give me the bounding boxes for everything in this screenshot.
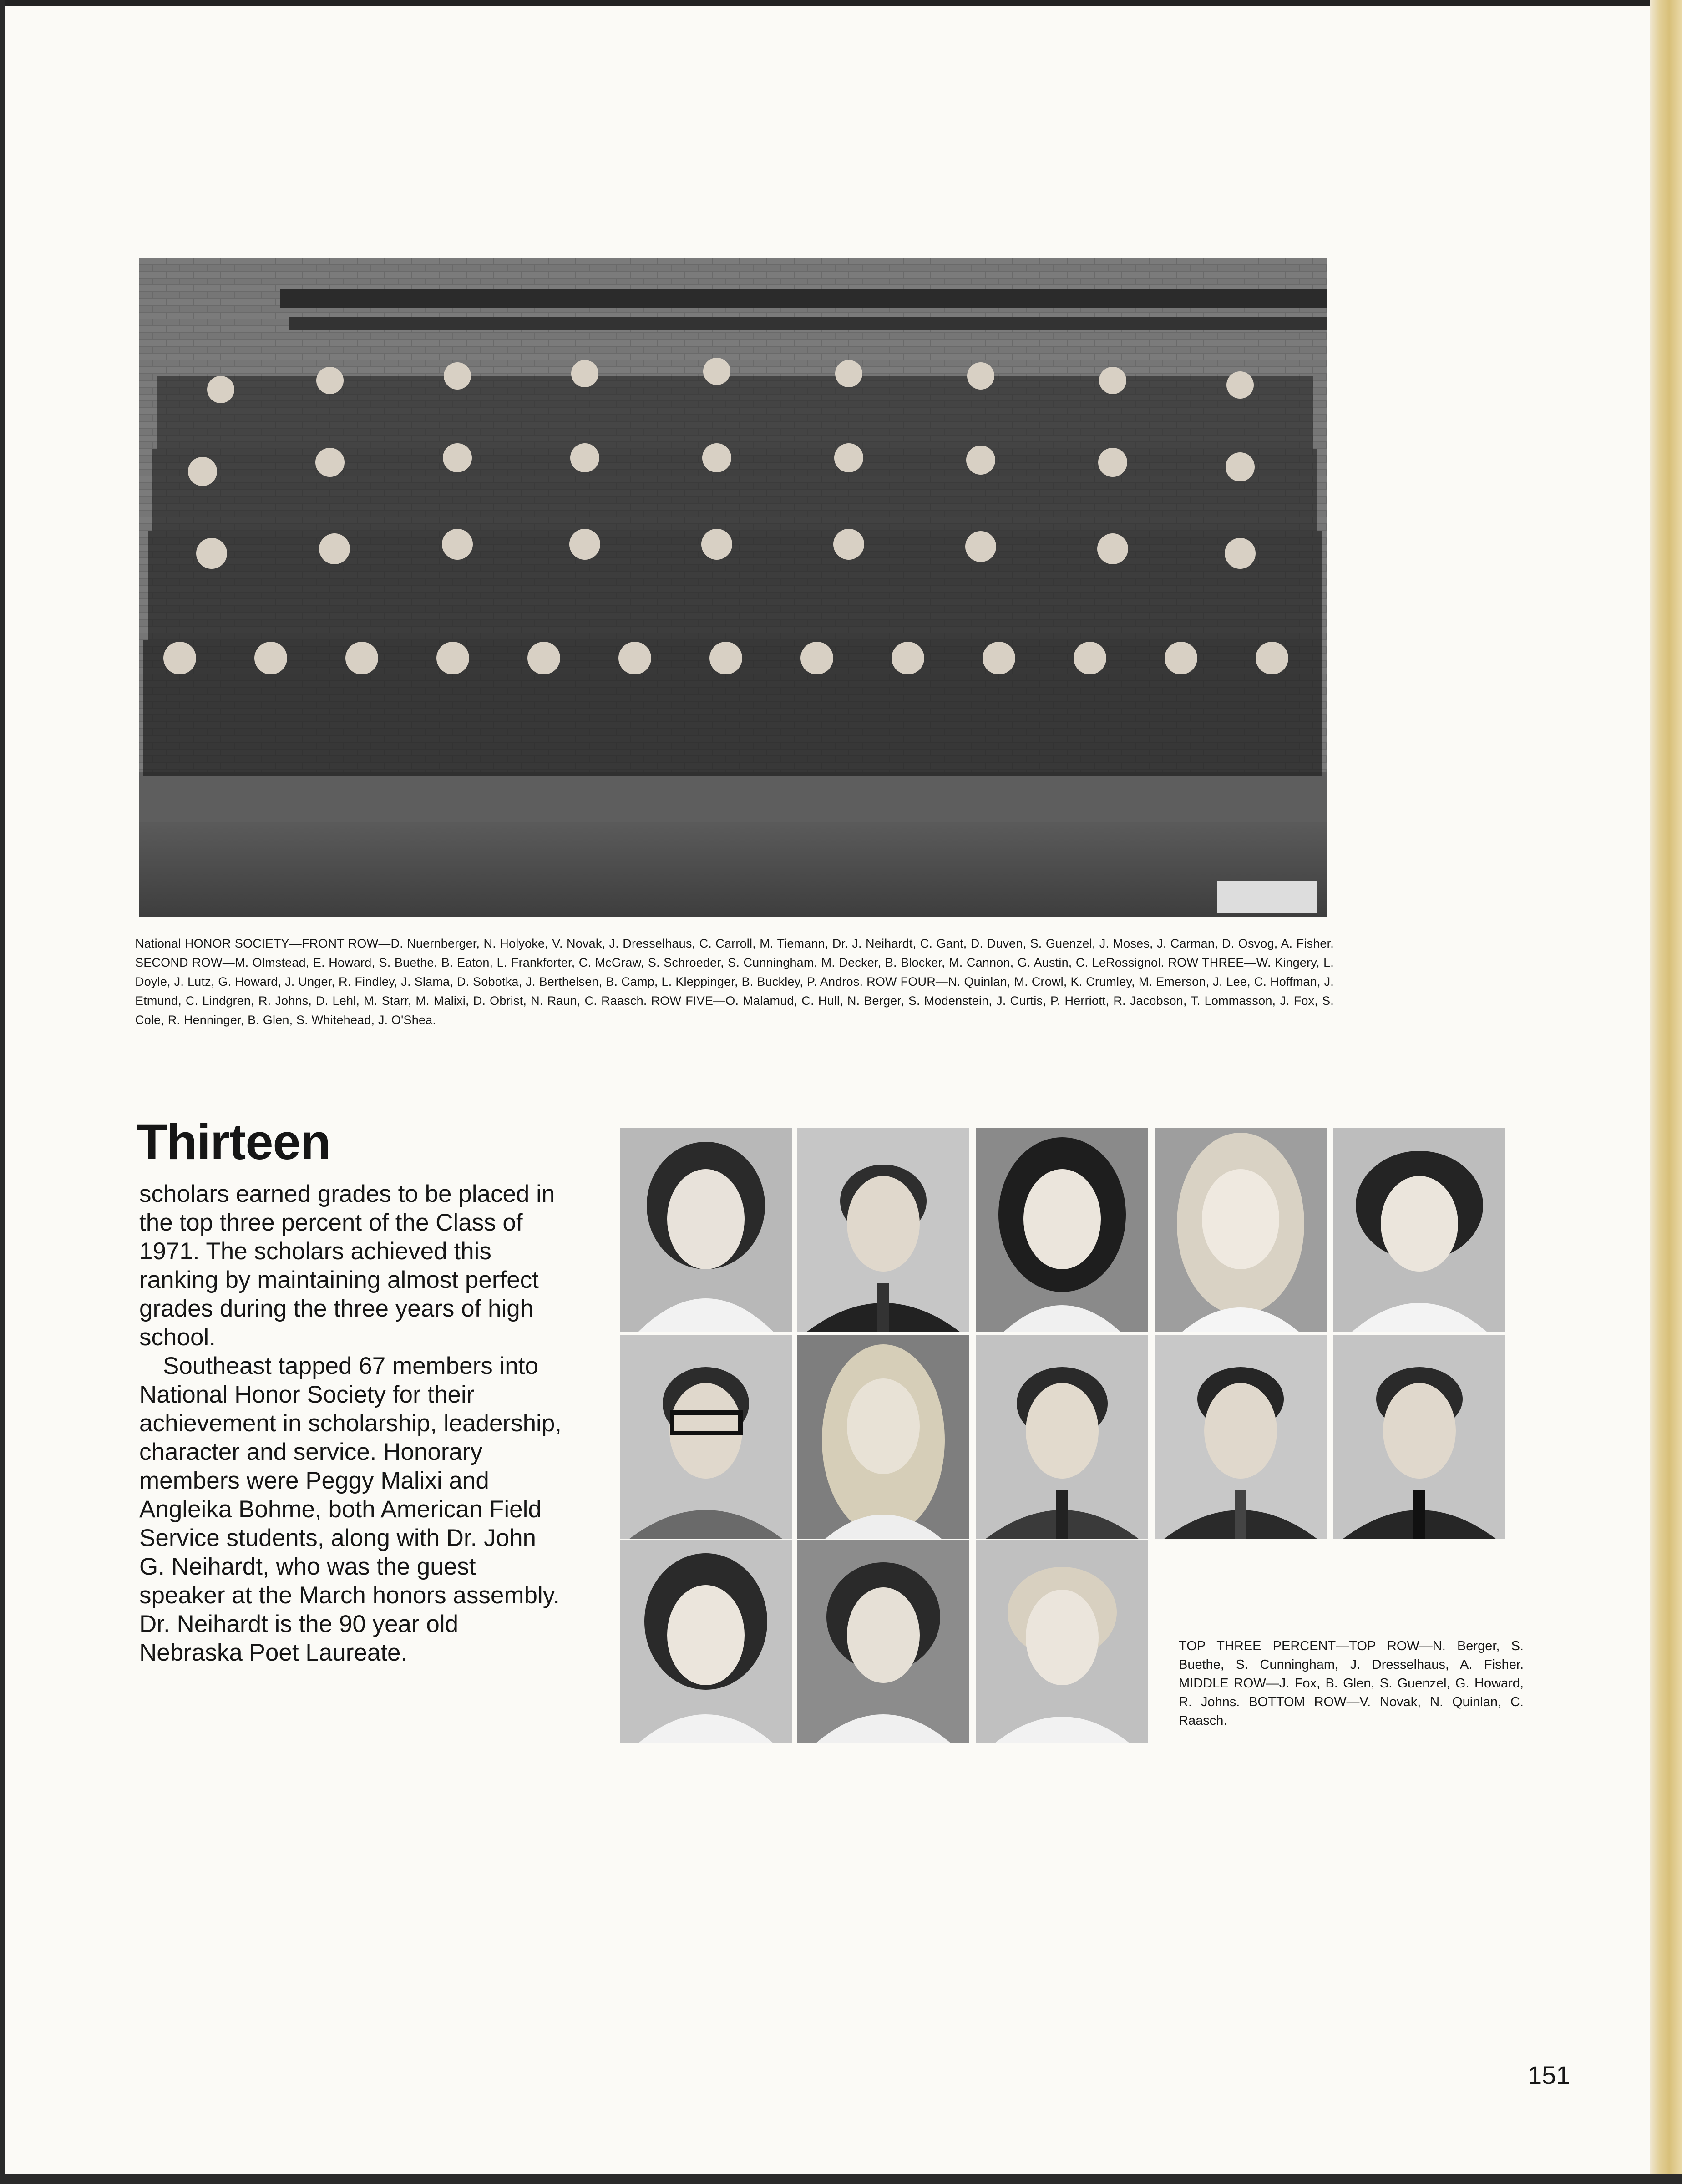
portrait-top-1	[620, 1128, 792, 1332]
portrait-middle-3	[976, 1335, 1148, 1539]
portrait-middle-1	[620, 1335, 792, 1539]
portrait-top-5	[1333, 1128, 1505, 1332]
page-top-edge	[0, 0, 1682, 6]
portraits-caption: TOP THREE PERCENT—TOP ROW—N. Berger, S. Buethe, S. Cunningham, J. Dresselhaus, A. Fisher. MIDDLE ROW—J. Fox, B. Glen, S. Guenzel, G. Howard, R. Johns. BOTTOM ROW—V. Novak, N. Quinlan, C. Raasch.	[1179, 1639, 1524, 1728]
article-paragraph-1: scholars earned grades to be placed in the top three percent of the Class of 1971. The scholars achieved this ranking by maintaining almost perfect grades during the three years of high school.	[139, 1181, 555, 1351]
portrait-bottom-3	[976, 1540, 1148, 1743]
portrait-top-2	[797, 1128, 969, 1332]
portrait-bottom-2	[797, 1540, 969, 1743]
portrait-top-4	[1155, 1128, 1327, 1332]
honor-society-group-photo	[139, 258, 1327, 917]
article-body	[139, 1180, 567, 1667]
portrait-middle-5	[1333, 1335, 1505, 1539]
page-number: 151	[1528, 2061, 1571, 2089]
article-paragraph-2: Southeast tapped 67 members into National Honor Society for their achievement in scholarship, leadership, character and service. Honorary members were Peggy Malixi and Angleika Bohme, both American Field Service students, along with Dr. John G. Neihardt, who was the guest speaker at the March honors assembly. Dr. Neihardt is the 90 year old Nebraska Poet Laureate.	[139, 1353, 562, 1666]
portrait-middle-4	[1155, 1335, 1327, 1539]
article-heading: Thirteen	[137, 1114, 330, 1170]
page-left-edge	[0, 0, 5, 2184]
group-photo-caption: National HONOR SOCIETY—FRONT ROW—D. Nuernberger, N. Holyoke, V. Novak, J. Dresselhaus, C. Carroll, M. Tiemann, Dr. J. Neihardt, C. Gant, D. Duven, S. Guenzel, J. Moses, J. Carman, D. Osvog, A. Fisher. SECOND ROW—M. Olmstead, E. Howard, S. Buethe, B. Eaton, L. Frankforter, C. McGraw, S. Schroeder, S. Cunningham, M. Decker, B. Blocker, M. Cannon, G. Austin, C. LeRossignol. ROW THREE—W. Kingery, L. Doyle, J. Lutz, G. Howard, J. Unger, R. Findley, J. Slama, D. Sobotka, J. Berthelsen, B. Camp, L. Kleppinger, B. Buckley, P. Andros. ROW FOUR—N. Quinlan, M. Crowl, K. Crumley, M. Emerson, J. Lee, C. Hoffman, J. Etmund, C. Lindgren, R. Johns, D. Lehl, M. Starr, M. Malixi, D. Obrist, N. Raun, C. Raasch. ROW FIVE—O. Malamud, C. Hull, N. Berger, S. Modenstein, J. Curtis, P. Herriott, R. Jacobson, T. Lommasson, J. Fox, S. Cole, R. Henninger, B. Glen, S. Whitehead, J. O'Shea.	[135, 937, 1334, 1027]
portrait-bottom-1	[620, 1540, 792, 1743]
portrait-middle-2	[797, 1335, 969, 1539]
portrait-top-3	[976, 1128, 1148, 1332]
page-bottom-edge	[0, 2174, 1682, 2184]
book-binding	[1650, 0, 1682, 2184]
